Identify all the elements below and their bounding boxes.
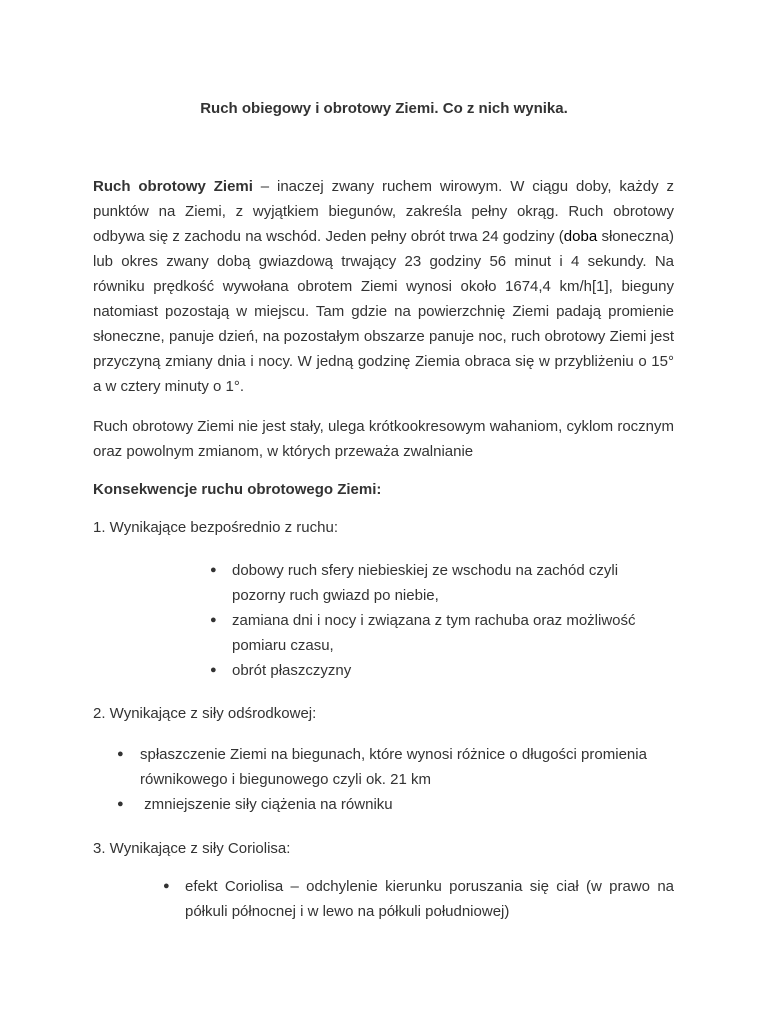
section-1-list (210, 558, 655, 683)
bullet-icon: ● (210, 664, 217, 676)
consequences-heading: Konsekwencje ruchu obrotowego Ziemi: (93, 481, 382, 498)
bullet-icon: ● (210, 614, 217, 626)
list-item (117, 792, 677, 817)
section-2-list (117, 742, 677, 817)
bullet-icon: ● (117, 748, 124, 760)
paragraph-rotation (93, 174, 674, 399)
list-item (117, 742, 677, 792)
list-item (210, 558, 655, 608)
section-1-heading: 1. Wynikające bezpośrednio z ruchu: (93, 519, 338, 536)
list-item-text: zamiana dni i nocy i związana z tym rachuba oraz możliwość pomiaru czasu, (232, 612, 636, 654)
list-item-text: zmniejszenie siły ciążenia na równiku (140, 796, 393, 813)
list-item (210, 608, 655, 658)
bullet-icon: ● (163, 880, 170, 892)
document-title: Ruch obiegowy i obrotowy Ziemi. Co z nich wynika. (200, 100, 568, 117)
paragraph-variability: Ruch obrotowy Ziemi nie jest stały, ulega krótkookresowym wahaniom, cyklom rocznym oraz powolnym zmianom, w których przeważa zwalnianie (93, 418, 674, 460)
section-3-list (163, 874, 674, 924)
list-item (163, 874, 674, 924)
list-item-text: dobowy ruch sfery niebieskiej ze wschodu na zachód czyli pozorny ruch gwiazd po niebie, (232, 562, 619, 604)
list-item-text: spłaszczenie Ziemi na biegunach, które wynosi różnice o długości promienia równikowego i biegunowego czyli ok. 21 km (140, 746, 647, 788)
section-3-heading: 3. Wynikające z siły Coriolisa: (93, 840, 291, 857)
list-item (210, 658, 655, 683)
paragraph-bold-lead: Ruch obrotowy Ziemi (93, 178, 253, 195)
doba-link-text: doba (563, 228, 598, 245)
bullet-icon: ● (117, 798, 124, 810)
list-item-text: efekt Coriolisa – odchylenie kierunku poruszania się ciał (w prawo na półkuli północnej i w lewo na półkuli południowej) (185, 878, 674, 920)
paragraph-text-a: – inaczej zwany ruchem wirowym. W ciągu doby, każdy z punktów na Ziemi, z wyjątkiem biegunów, zakreśla pełny okrąg. Ruch obrotowy odbywa się z zachodu na wschód. Jeden pełny obrót trwa 24 godziny ( (93, 178, 674, 245)
list-item-text: obrót płaszczyzny (232, 662, 352, 679)
section-2-heading: 2. Wynikające z siły odśrodkowej: (93, 705, 317, 722)
bullet-icon: ● (210, 564, 217, 576)
paragraph-text-b: słoneczna) lub okres zwany dobą gwiazdową trwający 23 godziny 56 minut i 4 sekundy. Na równiku prędkość wywołana obrotem Ziemi wynosi około 1674,4 km/h[1], bieguny natomiast pozostają w miejscu. Tam gdzie na powierzchnię Ziemi padają promienie słoneczne, panuje dzień, na pozostałym obszarze panuje noc, ruch obrotowy Ziemi jest przyczyną zmiany dnia i nocy. W jedną godzinę Ziemia obraca się w przybliżeniu o 15° a w cztery minuty o 1°. (93, 228, 674, 395)
